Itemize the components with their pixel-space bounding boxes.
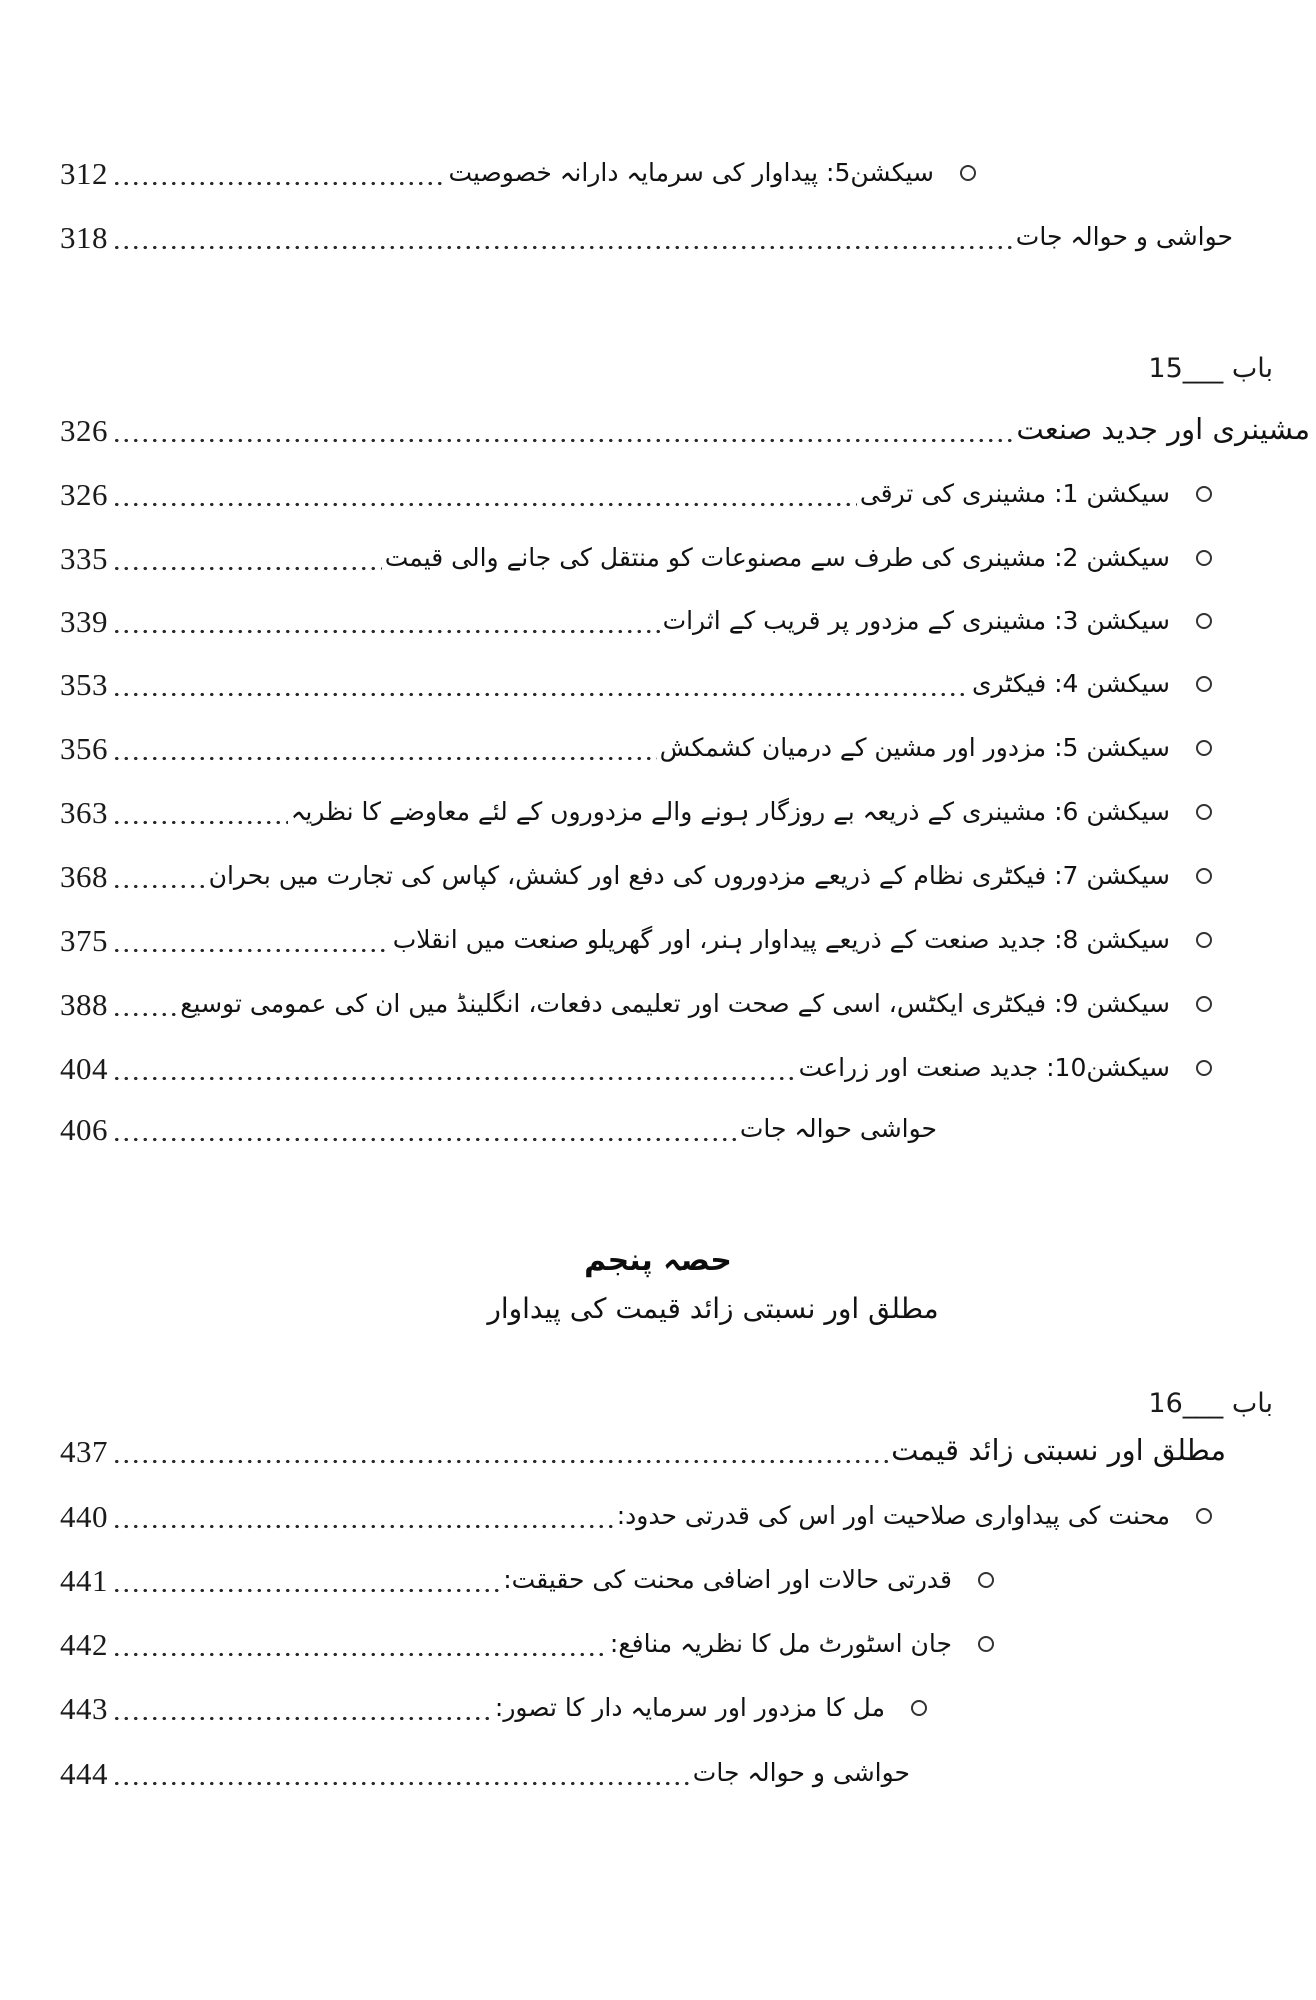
toc-entry[interactable] bbox=[60, 1685, 1316, 1731]
page-number: 363 bbox=[60, 794, 108, 830]
entry-text: محنت کی پیداواری صلاحیت اور اس کی قدرتی حدود: bbox=[616, 1500, 1170, 1530]
toc-entry[interactable] bbox=[60, 789, 1316, 835]
dot-leader bbox=[112, 629, 660, 634]
toc-entry[interactable] bbox=[60, 1557, 1316, 1603]
entry-text: سیکشن 3: مشینری کے مزدور پر قریب کے اثرات bbox=[662, 605, 1170, 635]
page-number: 312 bbox=[60, 155, 108, 191]
page-number: 441 bbox=[60, 1562, 108, 1598]
dot-leader bbox=[112, 1459, 888, 1464]
circle-bullet-icon bbox=[1196, 996, 1212, 1012]
toc-entry[interactable] bbox=[60, 661, 1316, 707]
toc-chapter-entry[interactable] bbox=[60, 1428, 1316, 1474]
entry-text: سیکشن5: پیداوار کی سرمایہ دارانہ خصوصیت bbox=[448, 157, 934, 187]
page-number: 339 bbox=[60, 603, 108, 639]
entry-text: جان اسٹورٹ مل کا نظریہ منافع: bbox=[609, 1628, 952, 1658]
dot-leader bbox=[112, 756, 657, 761]
page-number: 326 bbox=[60, 476, 108, 512]
circle-bullet-icon bbox=[1196, 550, 1212, 566]
circle-bullet-icon bbox=[978, 1636, 994, 1652]
page-number: 442 bbox=[60, 1626, 108, 1662]
dot-leader bbox=[112, 181, 445, 186]
chapter-number-heading bbox=[60, 1381, 1316, 1427]
page-number: 406 bbox=[60, 1111, 108, 1147]
entry-text: سیکشن 6: مشینری کے ذریعہ بے روزگار ہونے والے مزدوروں کے لئے معاوضے کا نظریہ bbox=[290, 796, 1170, 826]
entry-text: سیکشن 7: فیکٹری نظام کے ذریعے مزدوروں کی دفع اور کشش، کپاس کی تجارت میں بحران bbox=[208, 860, 1170, 890]
circle-bullet-icon bbox=[1196, 486, 1212, 502]
circle-bullet-icon bbox=[1196, 932, 1212, 948]
entry-text: سیکشن 1: مشینری کی ترقی bbox=[859, 478, 1170, 508]
circle-bullet-icon bbox=[1196, 613, 1212, 629]
circle-bullet-icon bbox=[1196, 740, 1212, 756]
dot-leader bbox=[112, 245, 1013, 250]
dot-leader bbox=[112, 502, 857, 507]
toc-entry[interactable] bbox=[60, 598, 1316, 644]
entry-text: سیکشن 5: مزدور اور مشین کے درمیان کشمکش bbox=[659, 732, 1170, 762]
page-number: 404 bbox=[60, 1050, 108, 1086]
circle-bullet-icon bbox=[1196, 1060, 1212, 1076]
circle-bullet-icon bbox=[978, 1572, 994, 1588]
page-number: 388 bbox=[60, 986, 108, 1022]
entry-text: سیکشن 2: مشینری کی طرف سے مصنوعات کو منتقل کی جانے والی قیمت bbox=[384, 542, 1170, 572]
toc-entry[interactable] bbox=[60, 917, 1316, 963]
page-number: 326 bbox=[60, 412, 108, 448]
entry-text: سیکشن 8: جدید صنعت کے ذریعے پیداوار ہنر، اور گھریلو صنعت میں انقلاب bbox=[392, 924, 1170, 954]
toc-entry[interactable] bbox=[60, 1045, 1316, 1091]
dot-leader bbox=[112, 1588, 500, 1593]
dot-leader bbox=[112, 1781, 690, 1786]
page-number: 368 bbox=[60, 858, 108, 894]
page-number: 444 bbox=[60, 1755, 108, 1791]
toc-entry[interactable] bbox=[60, 853, 1316, 899]
page-number: 353 bbox=[60, 666, 108, 702]
page-number: 356 bbox=[60, 730, 108, 766]
page-number: 318 bbox=[60, 219, 108, 255]
chapter-number-label: باب ___16 bbox=[1148, 1388, 1273, 1420]
entry-text: حواشی حوالہ جات bbox=[739, 1113, 937, 1143]
toc-notes-entry[interactable] bbox=[60, 214, 1316, 260]
dot-leader bbox=[112, 948, 390, 953]
dot-leader bbox=[112, 884, 206, 889]
part-subheading bbox=[0, 1286, 1316, 1332]
page-number: 335 bbox=[60, 540, 108, 576]
dot-leader bbox=[112, 692, 969, 697]
entry-text: مل کا مزدور اور سرمایہ دار کا تصور: bbox=[494, 1692, 885, 1722]
toc-notes-entry[interactable] bbox=[60, 1106, 1316, 1152]
dot-leader bbox=[112, 1137, 737, 1142]
toc-entry[interactable] bbox=[60, 981, 1316, 1027]
dot-leader bbox=[112, 1652, 607, 1657]
entry-text: حصہ پنجم bbox=[584, 1242, 732, 1278]
entry-text: قدرتی حالات اور اضافی محنت کی حقیقت: bbox=[503, 1564, 952, 1594]
entry-text: مطلق اور نسبتی زائد قیمت bbox=[891, 1433, 1226, 1468]
dot-leader bbox=[112, 1524, 614, 1529]
entry-text: سیکشن 4: فیکٹری bbox=[971, 668, 1170, 698]
page-number: 440 bbox=[60, 1498, 108, 1534]
toc-chapter-entry[interactable] bbox=[60, 407, 1316, 453]
toc-entry[interactable] bbox=[60, 725, 1316, 771]
toc-notes-entry[interactable] bbox=[60, 1750, 1316, 1796]
circle-bullet-icon bbox=[1196, 676, 1212, 692]
toc-entry[interactable] bbox=[60, 471, 1316, 517]
toc-entry[interactable] bbox=[60, 1493, 1316, 1539]
dot-leader bbox=[112, 820, 288, 825]
toc-entry[interactable] bbox=[60, 1621, 1316, 1667]
dot-leader bbox=[112, 1076, 796, 1081]
page-number: 375 bbox=[60, 922, 108, 958]
circle-bullet-icon bbox=[911, 1700, 927, 1716]
dot-leader bbox=[112, 566, 382, 571]
entry-text: مشینری اور جدید صنعت bbox=[1016, 412, 1310, 447]
circle-bullet-icon bbox=[1196, 868, 1212, 884]
circle-bullet-icon bbox=[1196, 1508, 1212, 1524]
entry-text: سیکشن 9: فیکٹری ایکٹس، اسی کے صحت اور تعلیمی دفعات، انگلینڈ میں ان کی عمومی توسیع bbox=[180, 988, 1170, 1018]
dot-leader bbox=[112, 1012, 177, 1017]
toc-entry[interactable] bbox=[60, 150, 1316, 196]
entry-text: حواشی و حوالہ جات bbox=[692, 1757, 910, 1787]
part-heading bbox=[0, 1238, 1316, 1284]
circle-bullet-icon bbox=[960, 165, 976, 181]
page-number: 437 bbox=[60, 1433, 108, 1469]
entry-text: سیکشن10: جدید صنعت اور زراعت bbox=[798, 1052, 1170, 1082]
page-number: 443 bbox=[60, 1690, 108, 1726]
circle-bullet-icon bbox=[1196, 804, 1212, 820]
chapter-number-label: باب ___15 bbox=[1148, 353, 1273, 385]
entry-text: حواشی و حوالہ جات bbox=[1015, 221, 1233, 251]
entry-text: مطلق اور نسبتی زائد قیمت کی پیداوار bbox=[487, 1291, 939, 1325]
dot-leader bbox=[112, 1716, 492, 1721]
chapter-number-heading bbox=[60, 346, 1316, 392]
dot-leader bbox=[112, 438, 1013, 443]
toc-entry[interactable] bbox=[60, 535, 1316, 581]
